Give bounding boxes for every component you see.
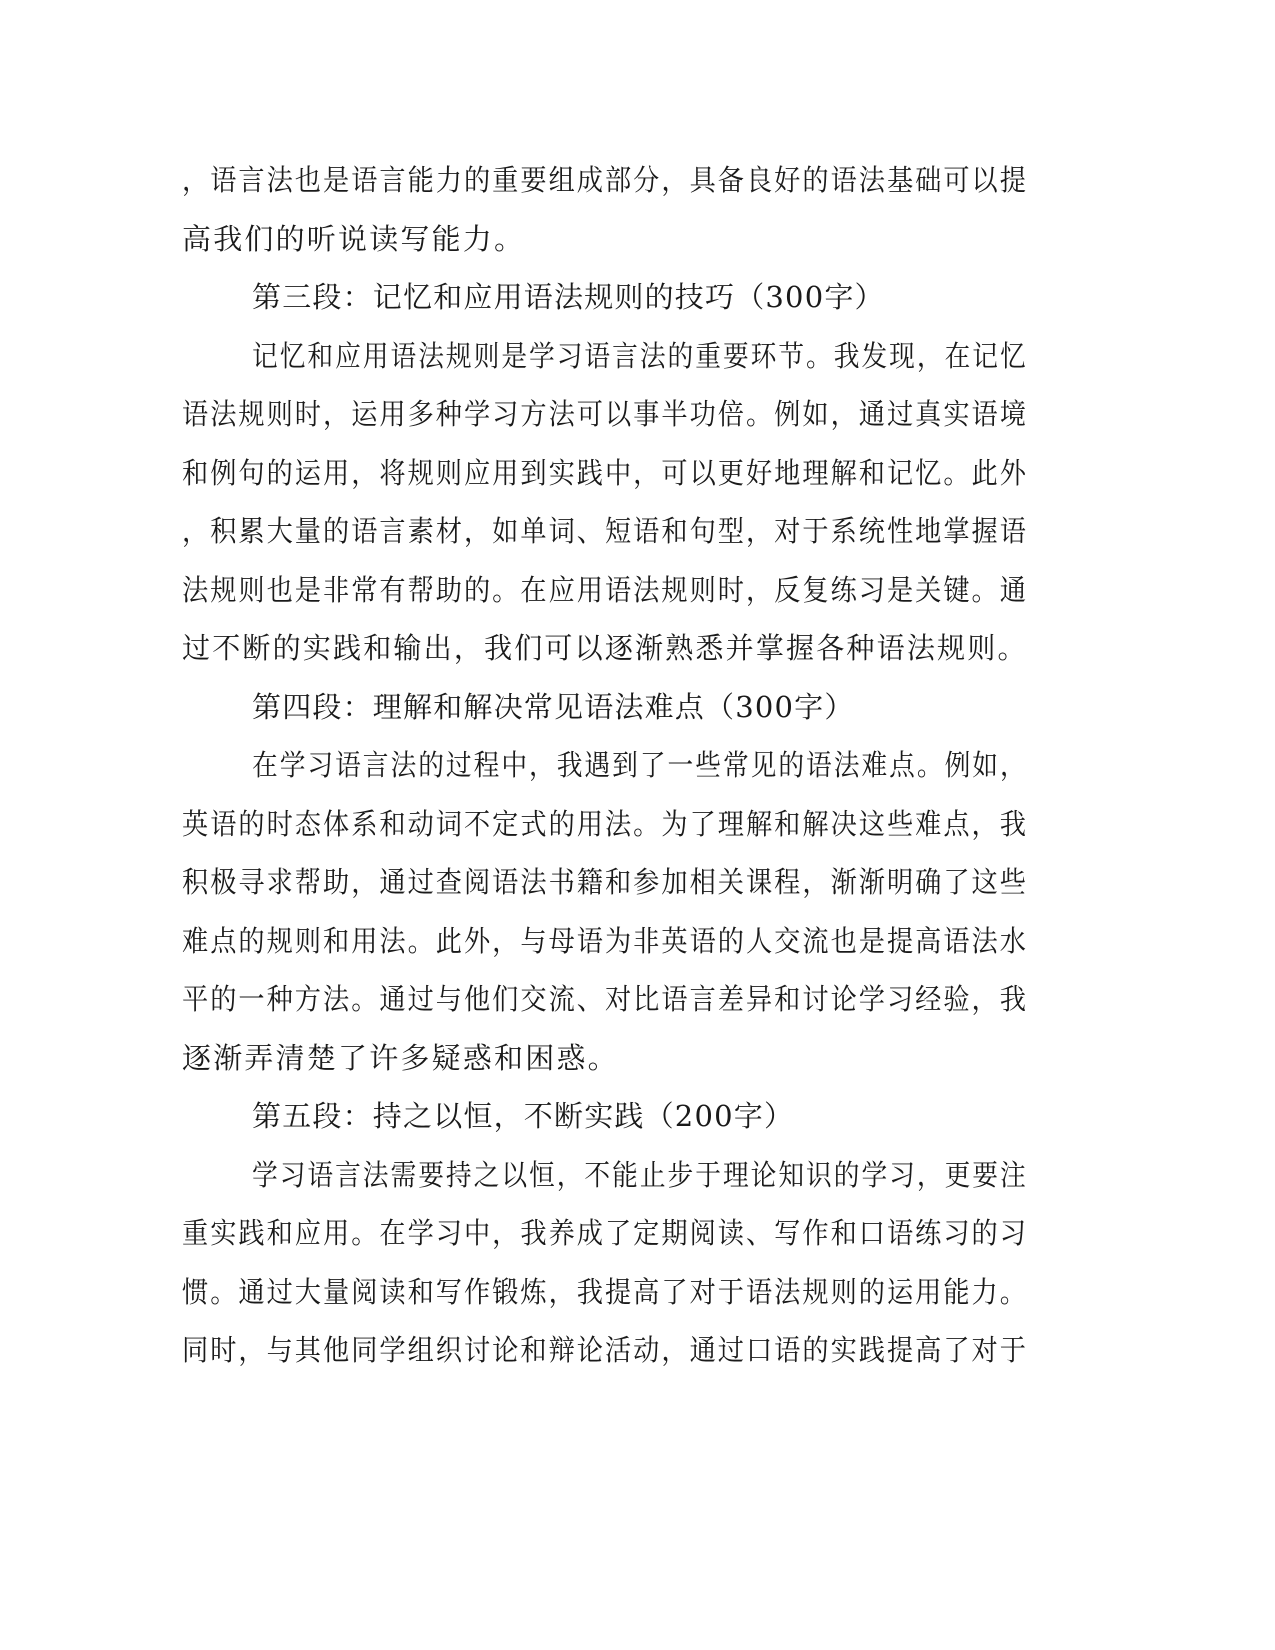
- paragraph-line: ，语言法也是语言能力的重要组成部分，具备良好的语法基础可以提: [182, 163, 1028, 197]
- paragraph-line: 高我们的听说读写能力。: [182, 222, 526, 256]
- paragraph-line: 在学习语言法的过程中，我遇到了一些常见的语法难点。例如，: [252, 748, 1028, 782]
- paragraph-line: 学习语言法需要持之以恒，不能止步于理论知识的学习，更要注: [252, 1158, 1028, 1192]
- paragraph-line: 同时，与其他同学组织讨论和辩论活动，通过口语的实践提高了对于: [182, 1333, 1028, 1367]
- section-heading-3: 第三段：记忆和应用语法规则的技巧（300字）: [252, 280, 885, 314]
- paragraph-line: 记忆和应用语法规则是学习语言法的重要环节。我发现，在记忆: [252, 339, 1028, 373]
- paragraph-line: 过不断的实践和输出，我们可以逐渐熟悉并掌握各种语法规则。: [182, 631, 1028, 665]
- paragraph-line: 难点的规则和用法。此外，与母语为非英语的人交流也是提高语法水: [182, 924, 1028, 958]
- paragraph-line: 法规则也是非常有帮助的。在应用语法规则时，反复练习是关键。通: [182, 573, 1028, 607]
- section-heading-4: 第四段：理解和解决常见语法难点（300字）: [252, 690, 855, 724]
- paragraph-line: 积极寻求帮助，通过查阅语法书籍和参加相关课程，渐渐明确了这些: [182, 865, 1028, 899]
- paragraph-line: 语法规则时，运用多种学习方法可以事半功倍。例如，通过真实语境: [182, 397, 1028, 431]
- paragraph-line: 重实践和应用。在学习中，我养成了定期阅读、写作和口语练习的习: [182, 1216, 1028, 1250]
- paragraph-line: 惯。通过大量阅读和写作锻炼，我提高了对于语法规则的运用能力。: [182, 1275, 1028, 1309]
- section-heading-5: 第五段：持之以恒，不断实践（200字）: [252, 1099, 795, 1133]
- paragraph-line: 英语的时态体系和动词不定式的用法。为了理解和解决这些难点，我: [182, 807, 1028, 841]
- paragraph-line: 逐渐弄清楚了许多疑惑和困惑。: [182, 1041, 619, 1075]
- paragraph-line: ，积累大量的语言素材，如单词、短语和句型，对于系统性地掌握语: [182, 514, 1028, 548]
- paragraph-line: 和例句的运用，将规则应用到实践中，可以更好地理解和记忆。此外: [182, 456, 1028, 490]
- paragraph-line: 平的一种方法。通过与他们交流、对比语言差异和讨论学习经验，我: [182, 982, 1028, 1016]
